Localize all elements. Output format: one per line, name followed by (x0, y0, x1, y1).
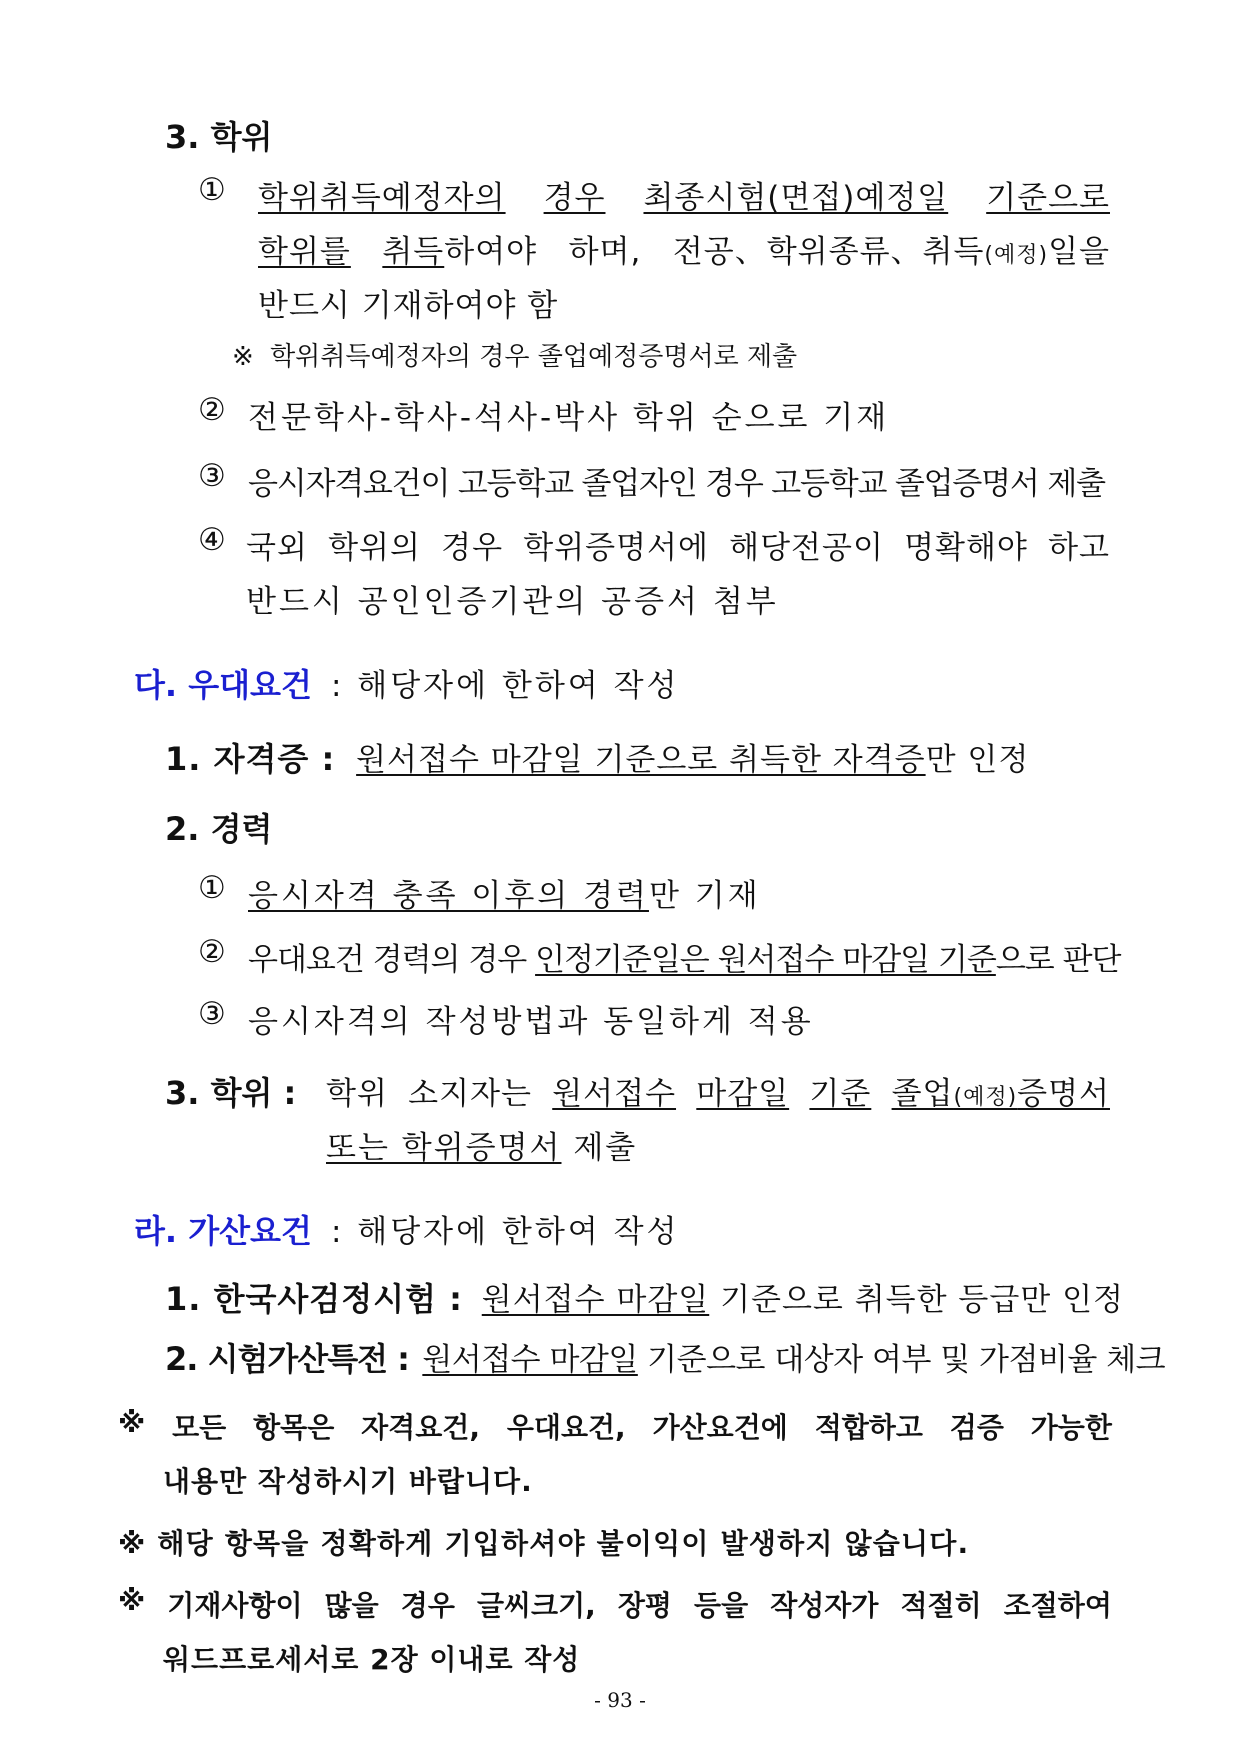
pref-degree-label: 3. 학위 : (165, 1074, 297, 1112)
note-3-line-2: 워드프로세서로 2장 이내로 작성 (163, 1643, 581, 1676)
page-number: - 93 - (594, 1688, 646, 1712)
pref-career-title: 2. 경력 (165, 810, 273, 848)
degree-item-1-line-3: 반드시 기재하여야 함 (258, 288, 559, 324)
item-number: ② (198, 934, 227, 970)
degree-note: ※ 학위취득예정자의 경우 졸업예정증명서로 제출 (232, 342, 798, 372)
item-number: ② (198, 392, 227, 428)
degree-item-2: 전문학사-학사-석사-박사 학위 순으로 기재 (248, 400, 890, 436)
pref-degree-line-1: 학위 소지자는 원서접수 마감일 기준 졸업(예정)증명서 (326, 1076, 1110, 1112)
item-number: ③ (198, 996, 227, 1032)
section-title-degree: 3. 학위 (165, 118, 273, 156)
degree-item-1-line-1: 학위취득예정자의 경우 최종시험(면접)예정일 기준으로 (258, 180, 1110, 216)
note-mark: ※ (232, 342, 254, 372)
section-heading: 라. 가산요건 (134, 1212, 312, 1250)
degree-item-1-line-2: 학위를 취득하여야 하며, 전공、학위종류、취득(예정)일을 (258, 234, 1110, 270)
pref-certificate: 1. 자격증 : 원서접수 마감일 기준으로 취득한 자격증만 인정 (165, 740, 1030, 778)
item-number: ① (198, 870, 227, 906)
item-number: ① (198, 172, 227, 208)
career-item-3: 응시자격의 작성방법과 동일하게 적용 (248, 1004, 814, 1040)
pref-degree-line-2: 또는 학위증명서 제출 (326, 1130, 638, 1166)
item-number: ③ (198, 458, 227, 494)
item-number: ④ (198, 522, 227, 558)
note-1-line-2: 내용만 작성하시기 바랍니다. (163, 1465, 533, 1498)
note-2: ※ 해당 항목을 정확하게 기입하셔야 불이익이 발생하지 않습니다. (118, 1527, 970, 1560)
degree-item-3: 응시자격요건이 고등학교 졸업자인 경우 고등학교 졸업증명서 제출 (248, 466, 1105, 502)
career-item-1: 응시자격 충족 이후의 경력만 기재 (248, 878, 761, 914)
note-3-line-1: ※ 기재사항이 많을 경우 글씨크기, 장평 등을 작성자가 적절히 조절하여 (118, 1584, 1112, 1622)
section-heading: 다. 우대요건 (134, 666, 312, 704)
note-1-line-1: ※ 모든 항목은 자격요건, 우대요건, 가산요건에 적합하고 검증 가능한 (118, 1406, 1112, 1444)
career-item-2: 우대요건 경력의 경우 인정기준일은 원서접수 마감일 기준으로 판단 (248, 942, 1121, 978)
bonus-exam-privilege: 2. 시험가산특전 : 원서접수 마감일 기준으로 대상자 여부 및 가점비율 체크 (165, 1340, 1166, 1378)
degree-item-4-line-2: 반드시 공인인증기관의 공증서 첨부 (246, 584, 779, 620)
section-bonus: 라. 가산요건 : 해당자에 한하여 작성 (134, 1212, 680, 1250)
section-preference: 다. 우대요건 : 해당자에 한하여 작성 (134, 666, 680, 704)
degree-item-4-line-1: 국외 학위의 경우 학위증명서에 해당전공이 명확해야 하고 (246, 530, 1110, 566)
bonus-korean-history: 1. 한국사검정시험 : 원서접수 마감일 기준으로 취득한 등급만 인정 (165, 1280, 1125, 1318)
